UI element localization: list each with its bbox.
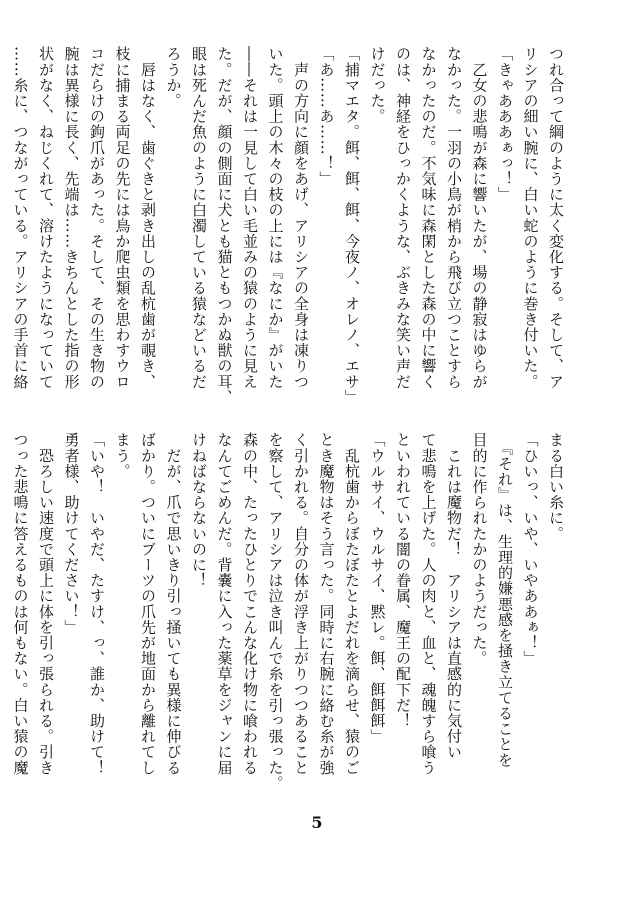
text-column: ――それは一見して白い毛並みの猿のように見え	[241, 46, 259, 390]
text-column: 乱杭歯からぼたぼたとよだれを滴らせ、猿のご	[343, 432, 361, 776]
text-column: けねばならないのに！	[190, 432, 208, 588]
text-column: なんてごめんだ。背嚢に入った薬草をジャンに届	[215, 432, 234, 776]
text-column: とき魔物はそう言った。同時に右腕に絡む糸が強	[317, 432, 336, 776]
text-column: 森の中、たったひとりでこんな化け物に喰われる	[241, 432, 259, 776]
text-column: といわれている闇の眷属、魔王の配下だ！	[394, 432, 412, 729]
text-column: つった悲鳴に答えるものは何もない。白い猿の魔	[11, 432, 30, 776]
text-column: を察して、アリシアは泣き叫んで糸を引っ張った。	[266, 432, 285, 791]
text-column: つれ合って綱のように太く変化する。そして、ア	[547, 46, 565, 390]
text-column: のは、神経をひっかくような、ぶきみな笑い声だ	[394, 46, 412, 390]
text-column: 「捕マエタ。餌、餌、餌、今夜ノ、オレノ、エサ」	[343, 46, 361, 405]
text-column: 「あ……あ……！」	[317, 46, 336, 187]
text-column: ……糸に、つながっている。アリシアの手首に絡	[11, 46, 30, 390]
page-number: 5	[311, 813, 323, 832]
text-column: だが、爪で思いきり引っ掻いても異様に伸びる	[164, 432, 183, 776]
text-column: 「いや！ いやだ、たすけ、っ、誰か、助けて！	[88, 432, 106, 776]
text-column: リシアの細い腕に、白い蛇のように巻き付いた。	[521, 46, 540, 390]
text-column: まる白い糸に。	[547, 432, 565, 542]
text-column: 乙女の悲鳴が森に響いたが、場の静寂はゆらが	[470, 46, 489, 390]
text-column: まう。	[113, 432, 132, 479]
text-column: なかった。一羽の小鳥が梢から飛び立つことすら	[445, 46, 463, 390]
text-column: 眼は死んだ魚のように白濁している猿などいるだ	[190, 46, 208, 390]
text-column: 腕は異様に長く、先端は……きちんとした指の形	[62, 46, 81, 390]
text-column: 恐ろしい速度で頭上に体を引っ張られる。引き	[37, 432, 55, 776]
text-column: 目的に作られたかのようだった。	[470, 432, 489, 666]
text-column: いた。頭上の木々の枝の上には『なにか』がいた	[266, 46, 285, 390]
text-column: 『それ』は、生理的嫌悪感を掻き立てることを	[496, 432, 514, 768]
text-column: 「ウルサイ、ウルサイ、黙レ。餌、餌餌餌」	[368, 432, 387, 744]
text-column: なかったのだ。不気味に森閑とした森の中に響く	[419, 46, 438, 390]
bottom-text-tier	[11, 432, 568, 791]
text-column: 「きゃあああぁっ！」	[496, 46, 514, 202]
text-column: 唇はなく、歯ぐきと剥き出しの乱杭歯が覗き、	[139, 46, 157, 390]
top-text-tier	[11, 46, 568, 405]
text-column: 枝に捕まる両足の先には鳥か爬虫類を思わすウロ	[113, 46, 132, 390]
text-column: く引かれる。自分の体が浮き上がりつつあること	[292, 432, 310, 776]
text-column: 状がなく、ねじくれて、溶けたようになっていて	[37, 46, 55, 390]
text-column: ろうか。	[164, 46, 183, 109]
text-column: て悲鳴を上げた。人の肉と、血と、魂魄すら喰う	[419, 432, 438, 776]
text-column: けだった。	[368, 46, 387, 124]
text-column: 勇者様、助けてください！」	[62, 432, 81, 635]
text-column: 「ひいっ、いや、いやああぁ！」	[521, 432, 540, 666]
text-column: ばかり。ついにブーツの爪先が地面から離れてし	[139, 432, 157, 776]
text-column: 声の方向に顔をあげ、アリシアの全身は凍りつ	[292, 46, 310, 390]
text-column: コだらけの鉤爪があった。そして、その生き物の	[88, 46, 106, 390]
text-column: た。だが、顔の側面に犬とも猫ともつかぬ獣の耳、	[215, 46, 234, 405]
text-column: これは魔物だ！ アリシアは直感的に気付い	[445, 432, 463, 760]
